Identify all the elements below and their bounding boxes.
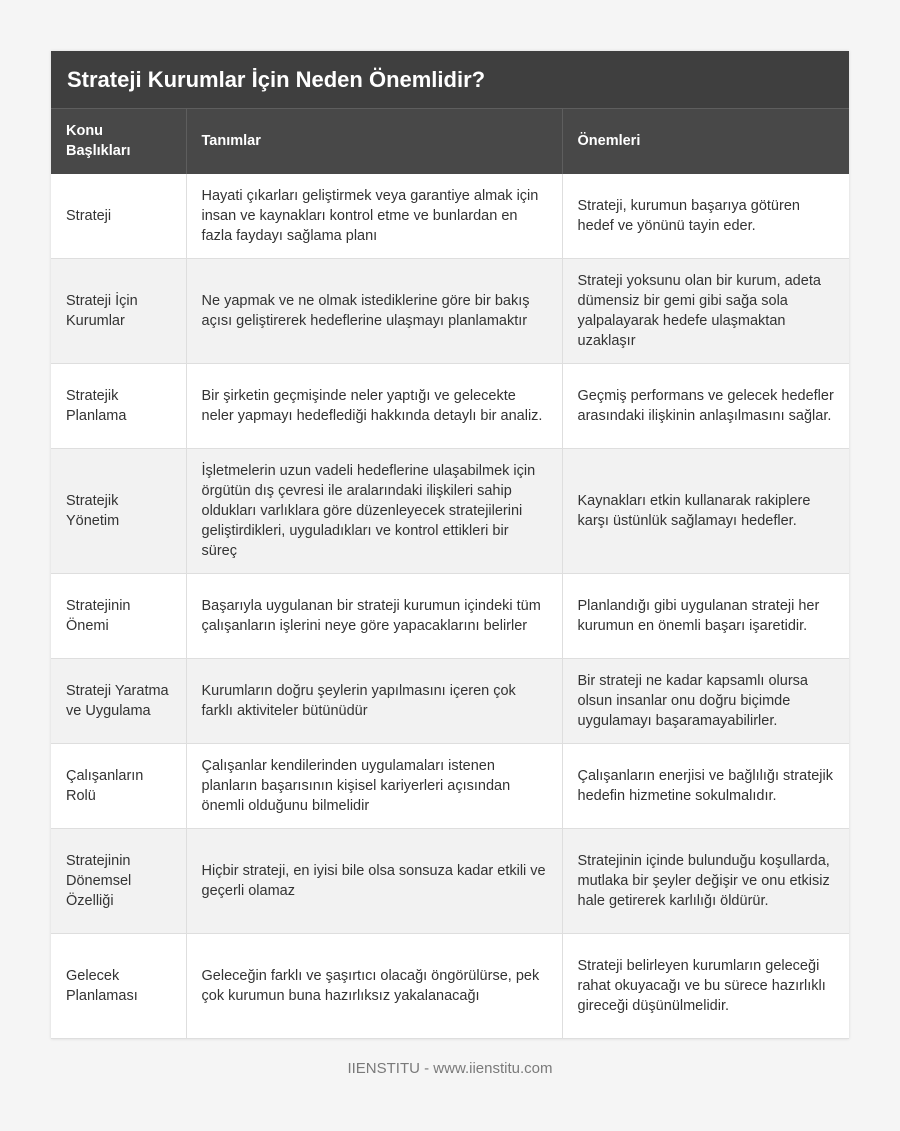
- row-topic: Strateji Yaratma ve Uygulama: [51, 659, 186, 744]
- row-importance: Kaynakları etkin kullanarak rakiplere karşı üstünlük sağlamayı hedefler.: [562, 449, 849, 574]
- row-definition: Başarıyla uygulanan bir strateji kurumun içindeki tüm çalışanların işlerini neye göre yapacaklarını belirler: [186, 574, 562, 659]
- row-topic: Strateji İçin Kurumlar: [51, 259, 186, 364]
- row-definition: Çalışanlar kendilerinden uygulamaları istenen planların başarısının kişisel kariyerleri açısından önemli olduğunu bilmelidir: [186, 744, 562, 829]
- row-topic: Stratejik Planlama: [51, 364, 186, 449]
- table-row: [51, 829, 849, 934]
- row-definition: Geleceğin farklı ve şaşırtıcı olacağı öngörülürse, pek çok kurumun buna hazırlıksız yakalanacağı: [186, 934, 562, 1039]
- row-importance: Strateji, kurumun başarıya götüren hedef ve yönünü tayin eder.: [562, 174, 849, 259]
- row-topic: Strateji: [51, 174, 186, 259]
- table-row: [51, 934, 849, 1039]
- table-row: [51, 574, 849, 659]
- row-importance: Çalışanların enerjisi ve bağlılığı stratejik hedefin hizmetine sokulmalıdır.: [562, 744, 849, 829]
- table-row: [51, 174, 849, 259]
- row-topic: Stratejinin Dönemsel Özelliği: [51, 829, 186, 934]
- row-definition: Bir şirketin geçmişinde neler yaptığı ve gelecekte neler yapmayı hedeflediği hakkında detaylı bir analiz.: [186, 364, 562, 449]
- page-title: Strateji Kurumlar İçin Neden Önemlidir?: [51, 51, 849, 108]
- footer-credit: IIENSTITU - www.iienstitu.com: [347, 1060, 553, 1077]
- row-definition: Ne yapmak ve ne olmak istediklerine göre bir bakış açısı geliştirerek hedeflerine ulaşmayı planlamaktır: [186, 259, 562, 364]
- header-definitions: Tanımlar: [186, 109, 562, 174]
- row-topic: Stratejik Yönetim: [51, 449, 186, 574]
- header-topic: Konu Başlıkları: [51, 109, 186, 174]
- row-importance: Strateji yoksunu olan bir kurum, adeta dümensiz bir gemi gibi sağa sola yalpalayarak hedefe ulaşmaktan uzaklaşır: [562, 259, 849, 364]
- content-card: [51, 51, 849, 1039]
- row-topic: Stratejinin Önemi: [51, 574, 186, 659]
- row-importance: Bir strateji ne kadar kapsamlı olursa olsun insanlar onu doğru biçimde uygulamayı başaramayabilirler.: [562, 659, 849, 744]
- row-importance: Geçmiş performans ve gelecek hedefler arasındaki ilişkinin anlaşılmasını sağlar.: [562, 364, 849, 449]
- table-row: [51, 659, 849, 744]
- row-definition: Hiçbir strateji, en iyisi bile olsa sonsuza kadar etkili ve geçerli olamaz: [186, 829, 562, 934]
- table-header-row: [51, 109, 849, 174]
- row-importance: Planlandığı gibi uygulanan strateji her kurumun en önemli başarı işaretidir.: [562, 574, 849, 659]
- strategy-table: [51, 108, 849, 1039]
- row-definition: Hayati çıkarları geliştirmek veya garantiye almak için insan ve kaynakları kontrol etme ve bunlardan en fazla faydayı sağlama planı: [186, 174, 562, 259]
- table-row: [51, 744, 849, 829]
- table-row: [51, 449, 849, 574]
- row-topic: Çalışanların Rolü: [51, 744, 186, 829]
- row-definition: İşletmelerin uzun vadeli hedeflerine ulaşabilmek için örgütün dış çevresi ile aralarındaki ilişkileri sahip oldukları varlıklara göre düzenleyecek stratejilerini geliştirdikleri, uyguladıkları ve kontrol ettikleri bir süreç: [186, 449, 562, 574]
- row-definition: Kurumların doğru şeylerin yapılmasını içeren çok farklı aktiviteler bütünüdür: [186, 659, 562, 744]
- table-row: [51, 259, 849, 364]
- header-importance: Önemleri: [562, 109, 849, 174]
- row-importance: Stratejinin içinde bulunduğu koşullarda, mutlaka bir şeyler değişir ve onu etkisiz hale getirerek karlılığı öldürür.: [562, 829, 849, 934]
- table-row: [51, 364, 849, 449]
- row-topic: Gelecek Planlaması: [51, 934, 186, 1039]
- row-importance: Strateji belirleyen kurumların geleceği rahat okuyacağı ve bu sürece hazırlıklı gireceği düşünülmelidir.: [562, 934, 849, 1039]
